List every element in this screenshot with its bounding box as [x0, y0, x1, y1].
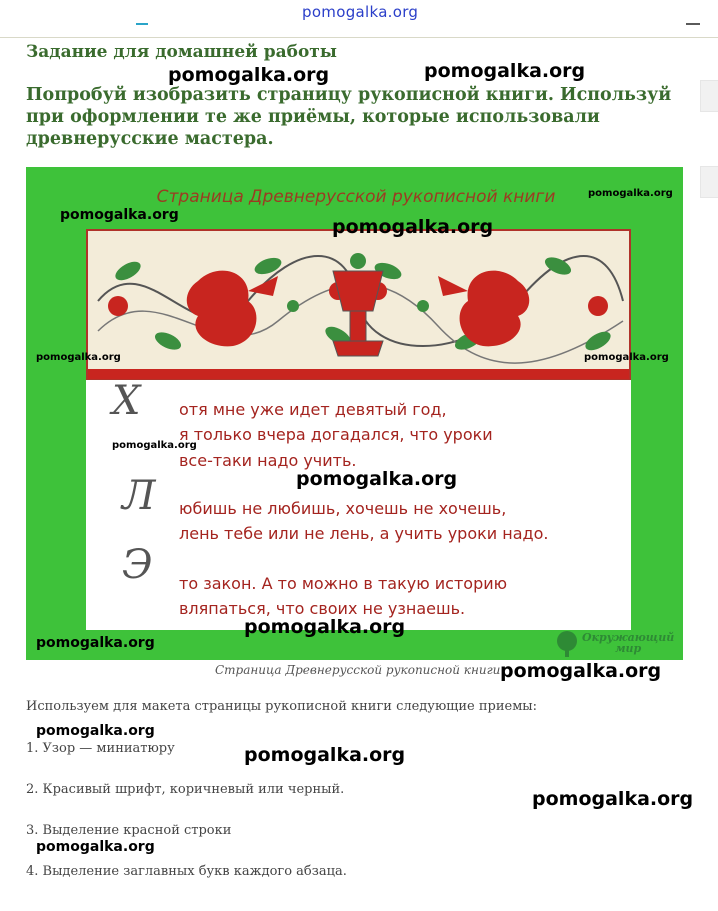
brand-line-2: мир — [615, 642, 642, 655]
figure-title: Страница Древнерусской рукописной книги — [156, 187, 556, 207]
section-title: Задание для домашней работы — [26, 42, 337, 62]
text-line: то закон. А то можно в такую историю — [179, 574, 508, 593]
technique-item: 2. Красивый шрифт, коричневый или черный. — [26, 782, 345, 797]
watermark: pomogalka.org — [60, 207, 179, 223]
technique-item: 4. Выделение заглавных букв каждого абзаца. — [26, 864, 347, 879]
site-logo[interactable]: pomogalka.org — [302, 3, 419, 21]
watermark: pomogalka.org — [36, 839, 155, 855]
watermark: pomogalka.org — [532, 788, 694, 810]
brand-text — [582, 632, 674, 654]
brand-line-1: Окружающий — [582, 631, 675, 644]
watermark: pomogalka.org — [500, 660, 662, 682]
task-text: Попробуй изобразить страницу рукописной книги. Используй при оформлении те же приёмы, которые использовали древнерусские мастера. — [26, 85, 672, 149]
watermark: pomogalka.org — [244, 616, 406, 638]
technique-item: 1. Узор — миниатюру — [26, 741, 175, 756]
text-line: лень тебе или не лень, а учить уроки надо. — [179, 524, 549, 543]
ornament-svg — [88, 231, 629, 379]
header-tick-left — [136, 23, 148, 25]
techniques-intro: Используем для макета страницы рукописной книги следующие приемы: — [26, 699, 538, 714]
watermark: pomogalka.org — [588, 188, 673, 199]
top-bar — [0, 0, 718, 38]
watermark: pomogalka.org — [112, 440, 197, 451]
text-line: все-таки надо учить. — [179, 451, 357, 470]
watermark: pomogalka.org — [244, 744, 406, 766]
side-widget — [700, 80, 718, 112]
watermark: pomogalka.org — [584, 352, 669, 363]
text-panel — [86, 380, 631, 630]
tree-icon — [554, 630, 580, 658]
text-line: я только вчера догадался, что уроки — [179, 425, 493, 444]
brand-logo — [554, 629, 682, 659]
watermark: pomogalka.org — [296, 468, 458, 490]
technique-item: 3. Выделение красной строки — [26, 823, 232, 838]
text-line: вляпаться, что своих не узнаешь. — [179, 599, 466, 618]
initial-letter: Х — [112, 378, 141, 424]
watermark: pomogalka.org — [168, 64, 330, 86]
initial-letter: Э — [122, 542, 153, 588]
watermark: pomogalka.org — [36, 635, 155, 651]
side-widget — [700, 166, 718, 198]
text-line: юбишь не любишь, хочешь не хочешь, — [179, 499, 507, 518]
watermark: pomogalka.org — [36, 723, 155, 739]
header-tick-right — [686, 23, 700, 25]
initial-letter: Л — [122, 473, 156, 519]
manuscript-image — [26, 167, 683, 660]
ornament-miniature — [86, 229, 631, 381]
figure-caption: Страница Древнерусской рукописной книги — [215, 663, 501, 677]
watermark: pomogalka.org — [36, 352, 121, 363]
watermark: pomogalka.org — [424, 60, 586, 82]
watermark: pomogalka.org — [332, 216, 494, 238]
text-line: отя мне уже идет девятый год, — [179, 400, 447, 419]
